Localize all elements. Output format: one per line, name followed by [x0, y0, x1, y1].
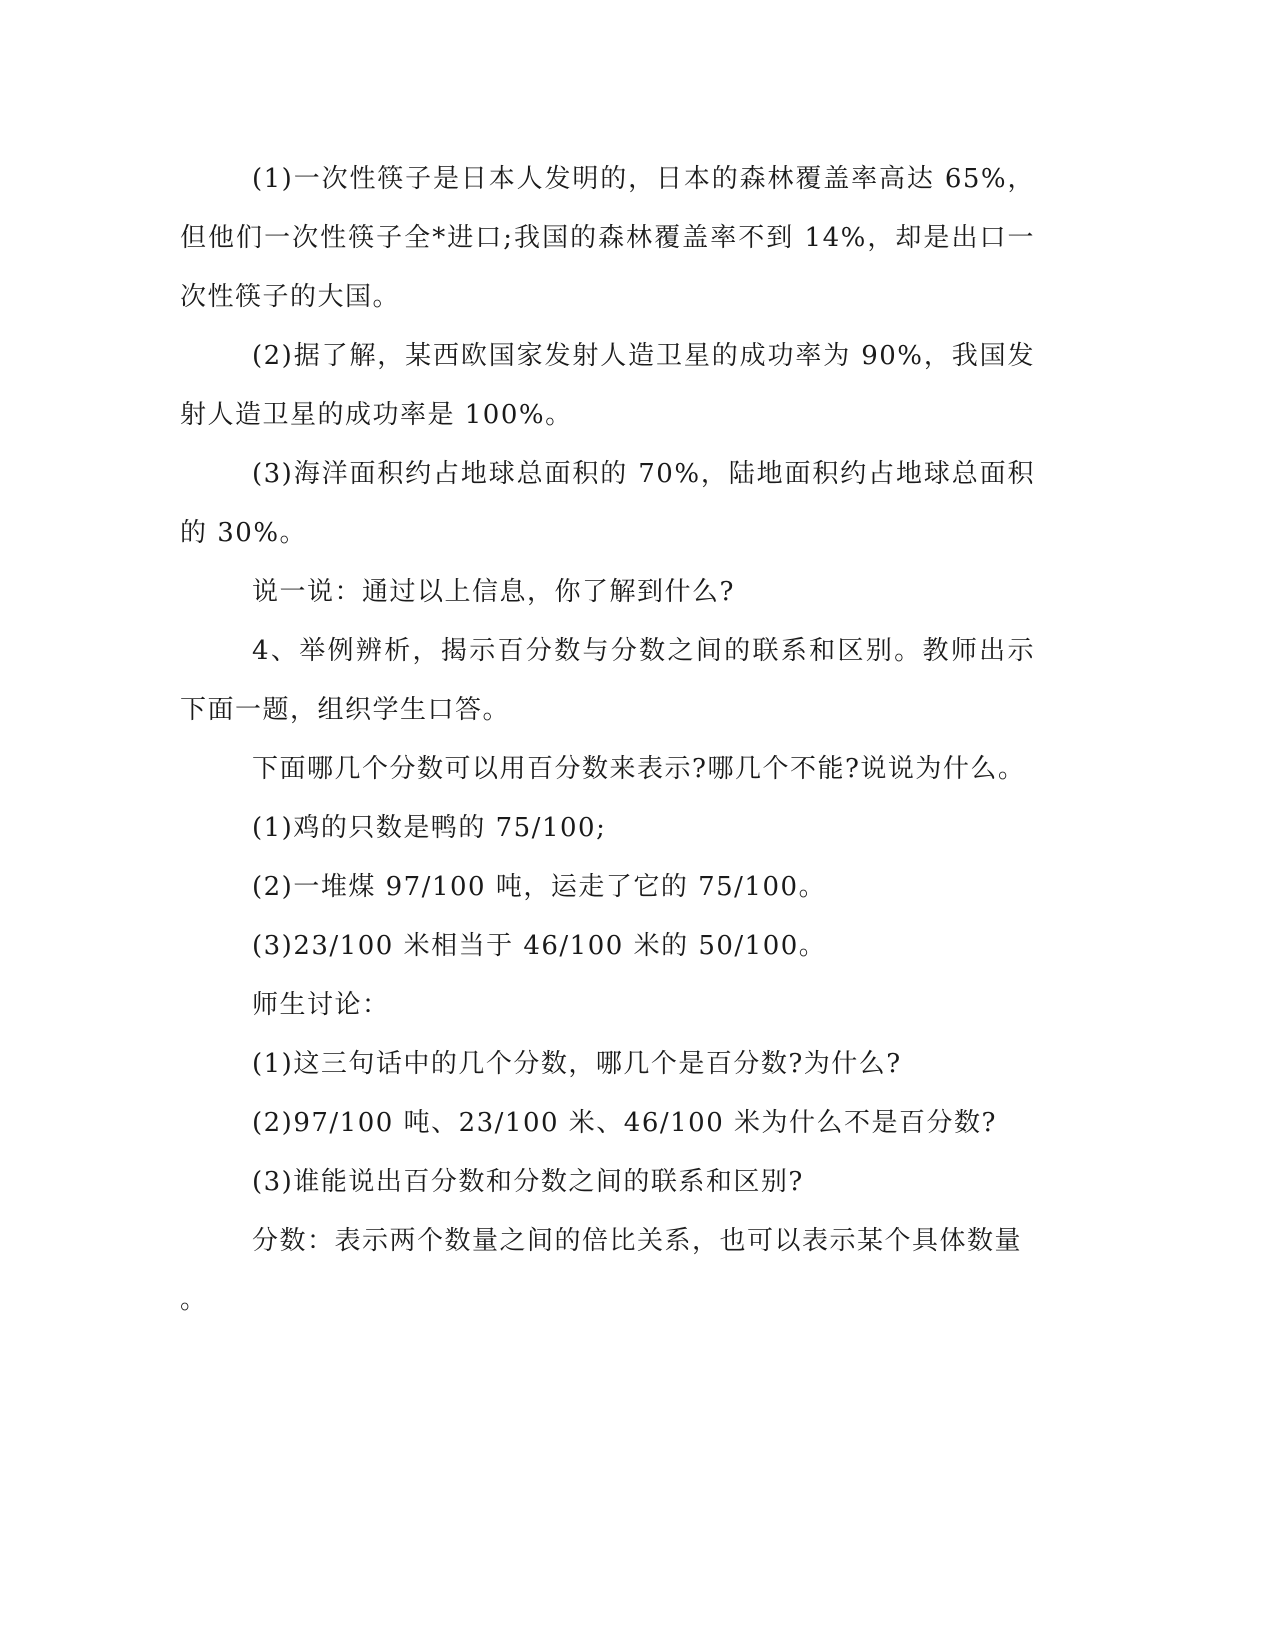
paragraph-item-2: (2)一堆煤 97/100 吨，运走了它的 75/100。	[252, 872, 827, 902]
paragraph-step-4: 4、举例辨析，揭示百分数与分数之间的联系和区别。教师出示下面一题，组织学生口答。	[180, 636, 1035, 725]
paragraph-discuss-2: (2)97/100 吨、23/100 米、46/100 米为什么不是百分数?	[252, 1108, 997, 1138]
paragraph-satellite: (2)据了解，某西欧国家发射人造卫星的成功率为 90%，我国发射人造卫星的成功率是 100%。	[180, 341, 1035, 430]
paragraph-trailing-period: 。	[180, 1285, 208, 1315]
paragraph-item-3: (3)23/100 米相当于 46/100 米的 50/100。	[252, 931, 827, 961]
paragraph-chopsticks: (1)一次性筷子是日本人发明的，日本的森林覆盖率高达 65%，但他们一次性筷子全*进口;我国的森林覆盖率不到 14%，却是出口一次性筷子的大国。	[180, 164, 1035, 312]
paragraph-discuss-1: (1)这三句话中的几个分数，哪几个是百分数?为什么?	[252, 1049, 902, 1079]
paragraph-question: 下面哪几个分数可以用百分数来表示?哪几个不能?说说为什么。	[252, 754, 1026, 784]
document-page	[180, 150, 1035, 1330]
paragraph-item-1: (1)鸡的只数是鸭的 75/100;	[252, 813, 607, 843]
paragraph-discussion-prompt: 说一说：通过以上信息，你了解到什么?	[252, 577, 735, 607]
paragraph-fraction-definition: 分数：表示两个数量之间的倍比关系，也可以表示某个具体数量	[252, 1226, 1023, 1256]
paragraph-ocean-land: (3)海洋面积约占地球总面积的 70%，陆地面积约占地球总面积的 30%。	[180, 459, 1035, 548]
paragraph-discuss-3: (3)谁能说出百分数和分数之间的联系和区别?	[252, 1167, 804, 1197]
paragraph-teacher-student: 师生讨论：	[252, 990, 390, 1020]
